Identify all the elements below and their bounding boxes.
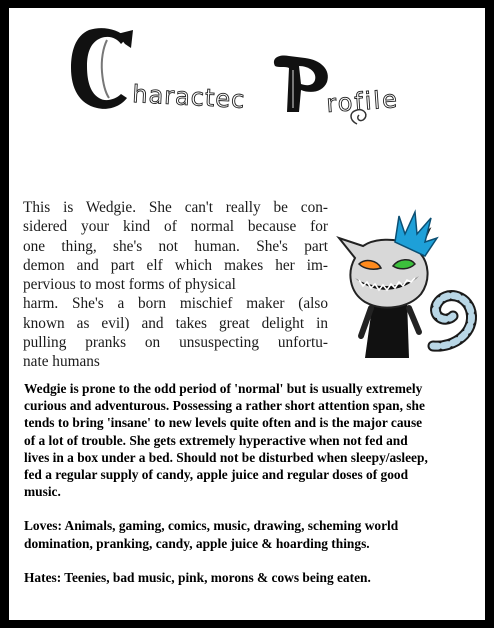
intro-paragraph bbox=[23, 198, 328, 372]
title-initial-c bbox=[71, 28, 133, 109]
hates-paragraph bbox=[24, 569, 479, 586]
description-line: tends to bring 'insane' to new levels quite often and is the major cause bbox=[24, 415, 423, 431]
description-line: lives in a box under a bed. Should not be disturbed when sleepy/asleep, bbox=[24, 449, 428, 465]
intro-line: pervious to most forms of physical bbox=[23, 276, 236, 294]
description-section bbox=[24, 380, 479, 603]
loves-line: domination, pranking, candy, apple juice & hoarding things. bbox=[24, 535, 370, 551]
intro-line: nate humans bbox=[23, 353, 100, 371]
creature-head bbox=[339, 212, 437, 308]
description-line: of a lot of trouble. She gets extremely hyperactive when not fed and bbox=[24, 432, 408, 448]
striped-tail bbox=[433, 296, 472, 347]
hates-line: Hates: Teenies, bad music, pink, morons & cows being eaten. bbox=[24, 569, 371, 585]
intro-line: sidered your kind of normal because for bbox=[23, 218, 328, 236]
description-line: curious and adventurous. Possessing a rather short attention span, she bbox=[24, 398, 425, 414]
title-initial-p bbox=[274, 55, 328, 112]
intro-line: demon and part elf which makes her im- bbox=[23, 256, 328, 274]
title-word2-rest: rofile bbox=[325, 84, 400, 118]
description-paragraph bbox=[24, 380, 479, 500]
intro-line: known as evil) and takes great delight in bbox=[23, 314, 328, 332]
description-line: Wedgie is prone to the odd period of 'normal' but is usually extremely bbox=[24, 381, 423, 396]
title-word1-rest: haractec bbox=[131, 80, 247, 114]
intro-line: pulling pranks on unsuspecting unfortu- bbox=[23, 334, 328, 352]
page-title bbox=[9, 8, 485, 128]
description-line: fed a regular supply of candy, apple juice and regular doses of good bbox=[24, 467, 409, 483]
intro-line: harm. She's a born mischief maker (also bbox=[23, 295, 328, 313]
wedgie-character-drawing bbox=[325, 208, 485, 368]
title-lettering bbox=[9, 8, 485, 128]
description-line: music. bbox=[24, 484, 61, 500]
loves-paragraph bbox=[24, 517, 479, 551]
profile-page bbox=[9, 8, 485, 620]
intro-line: one thing, she's not human. She's part bbox=[23, 237, 328, 255]
loves-line: Loves: Animals, gaming, comics, music, drawing, scheming world bbox=[24, 518, 399, 534]
intro-line: This is Wedgie. She can't really be con- bbox=[23, 199, 328, 216]
